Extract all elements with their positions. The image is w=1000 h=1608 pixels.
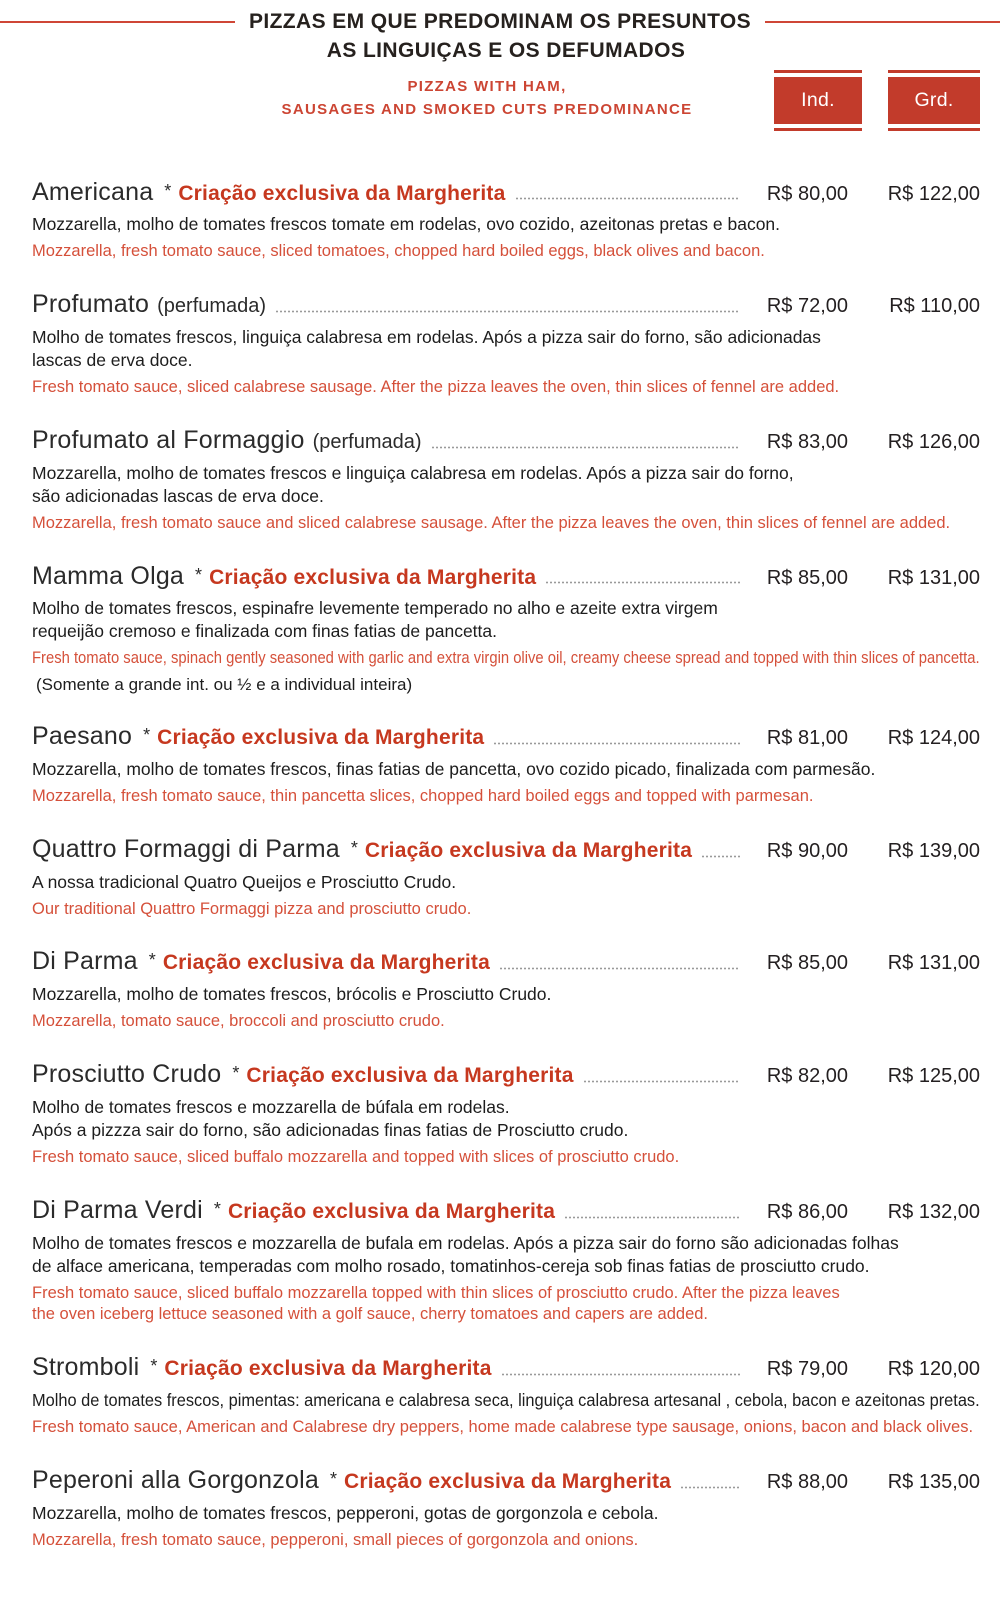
description-line: Fresh tomato sauce, sliced buffalo mozzarella and topped with slices of prosciutto crudo. [32, 1147, 680, 1166]
item-exclusive-label: Criação exclusiva da Margherita [364, 838, 693, 862]
item-price-grande: R$ 135,00 [887, 1470, 980, 1493]
item-header [32, 562, 980, 591]
dotted-leader [276, 310, 740, 313]
item-name: Americana [32, 177, 154, 206]
menu-item [32, 1466, 980, 1552]
item-description-pt [32, 1232, 980, 1278]
item-description-pt [32, 1502, 980, 1525]
item-description-pt [32, 871, 980, 894]
item-price-grande: R$ 139,00 [887, 839, 980, 862]
item-name-suffix: (perfumada) [157, 295, 267, 318]
item-price-individual: R$ 83,00 [766, 430, 848, 453]
item-exclusive-label: Criação exclusiva da Margherita [209, 565, 537, 589]
item-header [32, 178, 980, 207]
item-price-individual: R$ 81,00 [766, 727, 848, 750]
item-exclusive-label: Criação exclusiva da Margherita [178, 181, 506, 205]
item-name: Di Parma [32, 947, 138, 976]
description-line: Molho de tomates frescos, espinafre levemente temperado no alho e azeite extra virgem [32, 598, 718, 619]
section-title-row [0, 10, 1000, 34]
price-column-individual-label: Ind. [774, 77, 862, 124]
price-box-rule [888, 70, 980, 73]
description-line: lascas de erva doce. [32, 349, 193, 370]
item-price-individual: R$ 85,00 [766, 952, 848, 975]
description-line: Mozzarella, fresh tomato sauce and sliced calabrese sausage. After the pizza leaves the oven, thin slices of fennel are added. [32, 513, 951, 532]
price-column-headers [774, 70, 980, 131]
dotted-leader [584, 1080, 740, 1083]
item-description-en [32, 1147, 980, 1169]
item-description-pt [32, 1096, 980, 1142]
asterisk-icon: * [148, 950, 156, 971]
item-price-individual: R$ 88,00 [766, 1470, 848, 1493]
dotted-leader [702, 855, 740, 858]
item-price-grande: R$ 120,00 [887, 1358, 980, 1381]
description-line: Molho de tomates frescos, linguiça calabresa em rodelas. Após a pizza sair do forno, são adicionadas [32, 326, 821, 347]
item-price-grande: R$ 110,00 [889, 295, 980, 318]
menu-item [32, 1353, 980, 1439]
description-line: Fresh tomato sauce, American and Calabrese dry peppers, home made calabrese type sausage, onions, bacon and black olives. [32, 1418, 974, 1437]
dotted-leader [494, 742, 740, 745]
item-name: Quattro Formaggi di Parma [32, 834, 340, 863]
item-name: Mamma Olga [32, 561, 185, 590]
menu-item [32, 426, 980, 535]
menu-item [32, 835, 980, 921]
item-price-individual: R$ 85,00 [766, 566, 848, 589]
menu-items [32, 178, 980, 1552]
price-column-individual [774, 70, 862, 131]
description-line: são adicionadas lascas de erva doce. [32, 485, 324, 506]
description-line: Molho de tomates frescos e mozzarella de bufala em rodelas. Após a pizza sair do forno são adicionadas folhas [32, 1232, 899, 1253]
item-description-en [32, 1011, 980, 1033]
item-description-en [32, 377, 980, 399]
item-price-individual: R$ 79,00 [766, 1358, 848, 1381]
title-rule-right [765, 21, 1000, 23]
item-description-en [32, 1530, 980, 1552]
dotted-leader [502, 1373, 740, 1376]
item-price-grande: R$ 122,00 [887, 182, 980, 205]
item-description-pt [32, 213, 980, 236]
menu-item [32, 947, 980, 1033]
description-line: Mozzarella, molho de tomates frescos e linguiça calabresa em rodelas. Após a pizza sair do forno, [32, 462, 794, 483]
dotted-leader [432, 446, 740, 449]
description-line: Mozzarella, molho de tomates frescos, finas fatias de pancetta, ovo cozido picado, finalizada com parmesão. [32, 758, 876, 779]
item-exclusive-label: Criação exclusiva da Margherita [246, 1064, 574, 1088]
description-line: A nossa tradicional Quatro Queijos e Prosciutto Crudo. [32, 871, 457, 892]
description-line: Molho de tomates frescos e mozzarella de búfala em rodelas. [32, 1096, 510, 1117]
description-line: Após a pizzza sair do forno, são adicionadas finas fatias de Prosciutto crudo. [32, 1119, 629, 1140]
asterisk-icon: * [164, 180, 172, 201]
dotted-leader [546, 581, 740, 584]
item-price-individual: R$ 72,00 [766, 295, 848, 318]
price-box-rule [774, 128, 862, 131]
item-description-pt [32, 983, 980, 1006]
item-description-en [32, 648, 980, 670]
section-subtitle-line2: SAUSAGES AND SMOKED CUTS PREDOMINANCE [281, 101, 693, 119]
item-description-pt [32, 597, 980, 643]
price-column-grande [888, 70, 980, 131]
item-name: Profumato al Formaggio [32, 425, 305, 454]
description-line: Mozzarella, fresh tomato sauce, thin pancetta slices, chopped hard boiled eggs and topped with parmesan. [32, 787, 814, 806]
menu-item [32, 562, 980, 696]
item-description-en [32, 513, 980, 535]
item-description-en [32, 1283, 980, 1327]
item-price-individual: R$ 90,00 [766, 839, 848, 862]
menu-item [32, 178, 980, 264]
price-box-rule [888, 128, 980, 131]
item-description-pt [32, 758, 980, 781]
item-price-individual: R$ 80,00 [766, 182, 848, 205]
item-description-pt [32, 1389, 980, 1412]
description-line: Our traditional Quattro Formaggi pizza and prosciutto crudo. [32, 899, 472, 918]
item-price-grande: R$ 132,00 [887, 1200, 980, 1223]
item-price-grande: R$ 126,00 [887, 430, 980, 453]
asterisk-icon: * [232, 1063, 240, 1084]
dotted-leader [500, 967, 740, 970]
item-header [32, 426, 980, 455]
item-description-pt [32, 462, 980, 508]
section-subtitle-line1: PIZZAS WITH HAM, [407, 78, 567, 95]
item-description-en [32, 1417, 980, 1439]
dotted-leader [516, 197, 741, 200]
description-line: Mozzarella, molho de tomates frescos tomate em rodelas, ovo cozido, azeitonas pretas e bacon. [32, 214, 781, 235]
description-line: de alface americana, temperadas com molho rosado, tomatinhos-cereja sob finas fatias de prosciutto crudo. [32, 1255, 870, 1276]
item-description-en [32, 786, 980, 808]
section-subtitle [137, 75, 837, 122]
description-line: Mozzarella, molho de tomates frescos, pepperoni, gotas de gorgonzola e cebola. [32, 1502, 659, 1523]
price-box-rule [774, 70, 862, 73]
menu-header [32, 10, 980, 122]
menu-item [32, 722, 980, 808]
asterisk-icon: * [329, 1468, 337, 1489]
item-name-suffix: (perfumada) [312, 430, 422, 453]
item-header [32, 835, 980, 864]
item-price-grande: R$ 131,00 [887, 952, 980, 975]
description-line: Mozzarella, fresh tomato sauce, pepperoni, small pieces of gorgonzola and onions. [32, 1530, 639, 1549]
asterisk-icon: * [213, 1198, 221, 1219]
section-title-line2: AS LINGUIÇAS E OS DEFUMADOS [326, 39, 686, 62]
item-header [32, 290, 980, 319]
item-exclusive-label: Criação exclusiva da Margherita [157, 726, 485, 750]
item-exclusive-label: Criação exclusiva da Margherita [227, 1199, 556, 1223]
menu-item [32, 290, 980, 399]
description-line: requeijão cremoso e finalizada com finas fatias de pancetta. [32, 621, 497, 642]
item-price-grande: R$ 131,00 [887, 566, 980, 589]
title-rule-left [0, 21, 235, 23]
item-name: Paesano [32, 722, 133, 751]
asterisk-icon: * [350, 837, 358, 858]
item-description-en [32, 241, 980, 263]
dotted-leader [565, 1216, 740, 1219]
item-note: (Somente a grande int. ou ½ e a individual inteira) [36, 675, 413, 695]
item-price-individual: R$ 82,00 [766, 1065, 848, 1088]
item-description-pt [32, 326, 980, 372]
description-line: Fresh tomato sauce, spinach gently seasoned with garlic and extra virgin olive oil, creamy cheese spread and topped with thin slices of pancetta. [32, 649, 980, 668]
item-name: Profumato [32, 290, 150, 319]
description-line: Fresh tomato sauce, sliced buffalo mozzarella topped with thin slices of prosciutto crudo. After the pizza leaves [32, 1283, 840, 1302]
asterisk-icon: * [195, 564, 203, 585]
description-line: the oven iceberg lettuce seasoned with a golf sauce, cherry tomatoes and capers are added. [32, 1305, 709, 1324]
description-line: Fresh tomato sauce, sliced calabrese sausage. After the pizza leaves the oven, thin slices of fennel are added. [32, 378, 840, 397]
item-name: Di Parma Verdi [32, 1195, 203, 1224]
item-name: Stromboli [32, 1353, 140, 1382]
section-title-line1: PIZZAS EM QUE PREDOMINAM OS PRESUNTOS [248, 10, 752, 33]
item-header [32, 947, 980, 976]
description-line: Molho de tomates frescos, pimentas: americana e calabresa seca, linguiça calabresa artesanal , cebola, bacon e azeitonas pretas. [32, 1389, 980, 1410]
item-header [32, 1060, 980, 1089]
price-column-grande-label: Grd. [888, 77, 980, 124]
item-name: Peperoni alla Gorgonzola [32, 1465, 319, 1494]
item-description-en [32, 899, 980, 921]
asterisk-icon: * [150, 1356, 158, 1377]
description-line: Mozzarella, tomato sauce, broccoli and prosciutto crudo. [32, 1012, 445, 1031]
item-header [32, 1353, 980, 1382]
item-header [32, 1196, 980, 1225]
item-price-grande: R$ 125,00 [887, 1065, 980, 1088]
description-line: Mozzarella, fresh tomato sauce, sliced tomatoes, chopped hard boiled eggs, black olives and bacon. [32, 242, 765, 261]
description-line: Mozzarella, molho de tomates frescos, brócolis e Prosciutto Crudo. [32, 984, 552, 1005]
item-exclusive-label: Criação exclusiva da Margherita [164, 1357, 492, 1381]
item-header [32, 722, 980, 751]
menu-item [32, 1196, 980, 1326]
item-name: Prosciutto Crudo [32, 1060, 222, 1089]
asterisk-icon: * [143, 725, 151, 746]
menu-item [32, 1060, 980, 1169]
dotted-leader [681, 1486, 740, 1489]
item-price-grande: R$ 124,00 [887, 727, 980, 750]
item-exclusive-label: Criação exclusiva da Margherita [162, 951, 490, 975]
item-header [32, 1466, 980, 1495]
item-price-individual: R$ 86,00 [766, 1200, 848, 1223]
item-exclusive-label: Criação exclusiva da Margherita [343, 1469, 672, 1493]
